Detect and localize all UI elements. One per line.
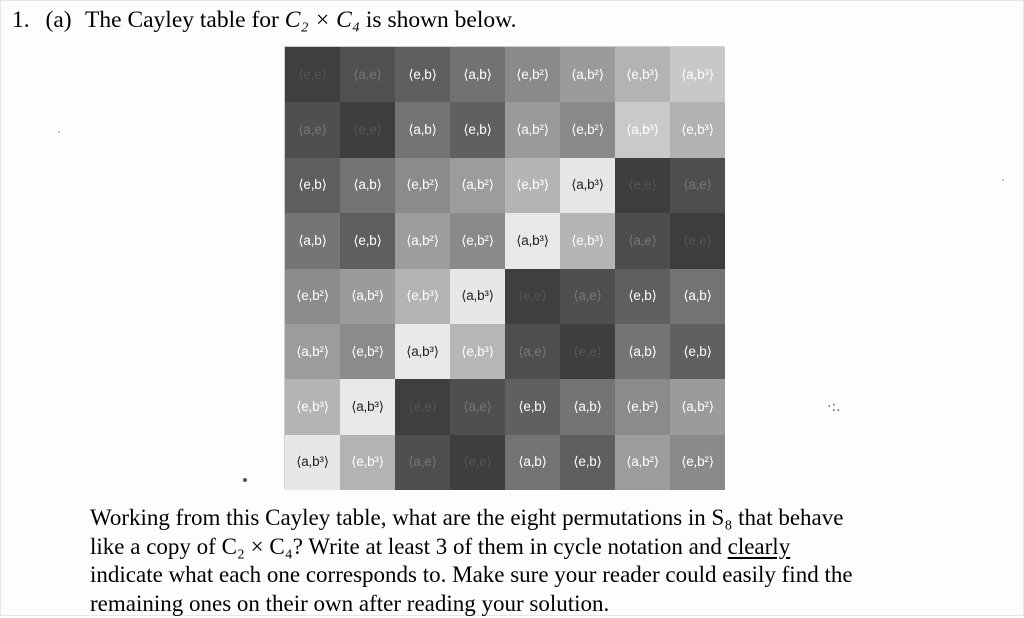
cayley-cell: ⟨a,b⟩ (395, 102, 450, 157)
cayley-cell: ⟨a,e⟩ (670, 158, 725, 213)
cayley-cell: ⟨e,b²⟩ (560, 102, 615, 157)
cayley-cell: ⟨e,b³⟩ (670, 102, 725, 157)
cayley-cell: ⟨a,b²⟩ (395, 213, 450, 268)
cayley-cell: ⟨a,b⟩ (505, 435, 560, 490)
problem-heading (12, 9, 516, 33)
cayley-cell: ⟨e,e⟩ (505, 269, 560, 324)
cayley-cell: ⟨e,b²⟩ (340, 324, 395, 379)
cayley-cell: ⟨e,b²⟩ (285, 269, 340, 324)
cayley-cell: ⟨a,b²⟩ (285, 324, 340, 379)
cayley-cell: ⟨e,b³⟩ (560, 213, 615, 268)
cayley-cell: ⟨a,b²⟩ (615, 435, 670, 490)
cayley-cell: ⟨e,b²⟩ (670, 435, 725, 490)
question-text (90, 504, 940, 618)
problem-number: 1. (12, 7, 30, 33)
cayley-cell: ⟨a,b²⟩ (670, 379, 725, 434)
cayley-cell: ⟨a,b³⟩ (340, 379, 395, 434)
cayley-cell: ⟨a,b³⟩ (450, 269, 505, 324)
cayley-cell: ⟨e,b⟩ (560, 435, 615, 490)
cayley-cell: ⟨e,b²⟩ (395, 158, 450, 213)
underlined-word: clearly (728, 534, 791, 559)
cayley-cell: ⟨a,b²⟩ (450, 158, 505, 213)
cayley-cell: ⟨e,b⟩ (285, 158, 340, 213)
cayley-cell: ⟨e,e⟩ (340, 102, 395, 157)
cayley-cell: ⟨e,b³⟩ (395, 269, 450, 324)
cayley-cell: ⟨a,e⟩ (285, 102, 340, 157)
cayley-cell: ⟨a,e⟩ (505, 324, 560, 379)
problem-part: (a) (46, 7, 72, 33)
cayley-cell: ⟨a,b³⟩ (615, 102, 670, 157)
cayley-cell: ⟨a,b³⟩ (505, 213, 560, 268)
intro-text-after: is shown below. (360, 7, 516, 33)
group-name: C₂ × C₄ (285, 7, 360, 33)
cayley-cell: ⟨e,e⟩ (560, 324, 615, 379)
cayley-cell: ⟨e,b⟩ (340, 213, 395, 268)
cayley-cell: ⟨a,b²⟩ (560, 47, 615, 102)
cayley-cell: ⟨e,b⟩ (395, 47, 450, 102)
scan-speck (243, 478, 247, 482)
question-line-3: indicate what each one corresponds to. Make sure your reader could easily find the (90, 561, 940, 590)
cayley-cell: ⟨e,e⟩ (450, 435, 505, 490)
cayley-cell: ⟨e,b²⟩ (615, 379, 670, 434)
cayley-cell: ⟨e,e⟩ (395, 379, 450, 434)
cayley-cell: ⟨a,b⟩ (450, 47, 505, 102)
scan-dots: ·:. (827, 399, 841, 415)
cayley-cell: ⟨a,b²⟩ (340, 269, 395, 324)
cayley-cell: ⟨e,b³⟩ (450, 324, 505, 379)
cayley-cell: ⟨e,b⟩ (615, 269, 670, 324)
cayley-cell: ⟨e,e⟩ (285, 47, 340, 102)
cayley-cell: ⟨a,b³⟩ (395, 324, 450, 379)
cayley-cell: ⟨a,b³⟩ (560, 158, 615, 213)
cayley-cell: ⟨a,b⟩ (340, 158, 395, 213)
cayley-cell: ⟨e,b²⟩ (505, 47, 560, 102)
question-line-1: Working from this Cayley table, what are the eight permutations in S₈ that behave (90, 504, 940, 533)
cayley-cell: ⟨a,b³⟩ (285, 435, 340, 490)
cayley-cell: ⟨e,e⟩ (670, 213, 725, 268)
question-line-2-text: like a copy of C₂ × C₄? Write at least 3 of them in cycle notation and (90, 534, 728, 559)
cayley-cell: ⟨e,b⟩ (450, 102, 505, 157)
scan-speck (1002, 179, 1004, 181)
question-line-4: remaining ones on their own after reading your solution. (90, 590, 940, 618)
cayley-cell: ⟨e,b³⟩ (340, 435, 395, 490)
cayley-cell: ⟨e,b²⟩ (450, 213, 505, 268)
cayley-cell: ⟨a,e⟩ (340, 47, 395, 102)
cayley-cell: ⟨e,b⟩ (670, 324, 725, 379)
cayley-cell: ⟨a,e⟩ (560, 269, 615, 324)
cayley-cell: ⟨a,b³⟩ (670, 47, 725, 102)
cayley-cell: ⟨a,e⟩ (450, 379, 505, 434)
cayley-cell: ⟨a,e⟩ (615, 213, 670, 268)
cayley-cell: ⟨a,b⟩ (615, 324, 670, 379)
intro-text-before: The Cayley table for (85, 7, 285, 33)
cayley-cell: ⟨e,e⟩ (615, 158, 670, 213)
cayley-cell: ⟨a,b²⟩ (505, 102, 560, 157)
question-line-2 (90, 533, 940, 562)
cayley-cell: ⟨e,b³⟩ (505, 158, 560, 213)
cayley-cell: ⟨a,b⟩ (285, 213, 340, 268)
cayley-cell: ⟨a,b⟩ (560, 379, 615, 434)
cayley-table (284, 46, 724, 489)
scan-speck (58, 131, 60, 133)
cayley-cell: ⟨e,b³⟩ (615, 47, 670, 102)
cayley-cell: ⟨a,e⟩ (395, 435, 450, 490)
cayley-cell: ⟨a,b⟩ (670, 269, 725, 324)
cayley-cell: ⟨e,b⟩ (505, 379, 560, 434)
cayley-cell: ⟨e,b³⟩ (285, 379, 340, 434)
